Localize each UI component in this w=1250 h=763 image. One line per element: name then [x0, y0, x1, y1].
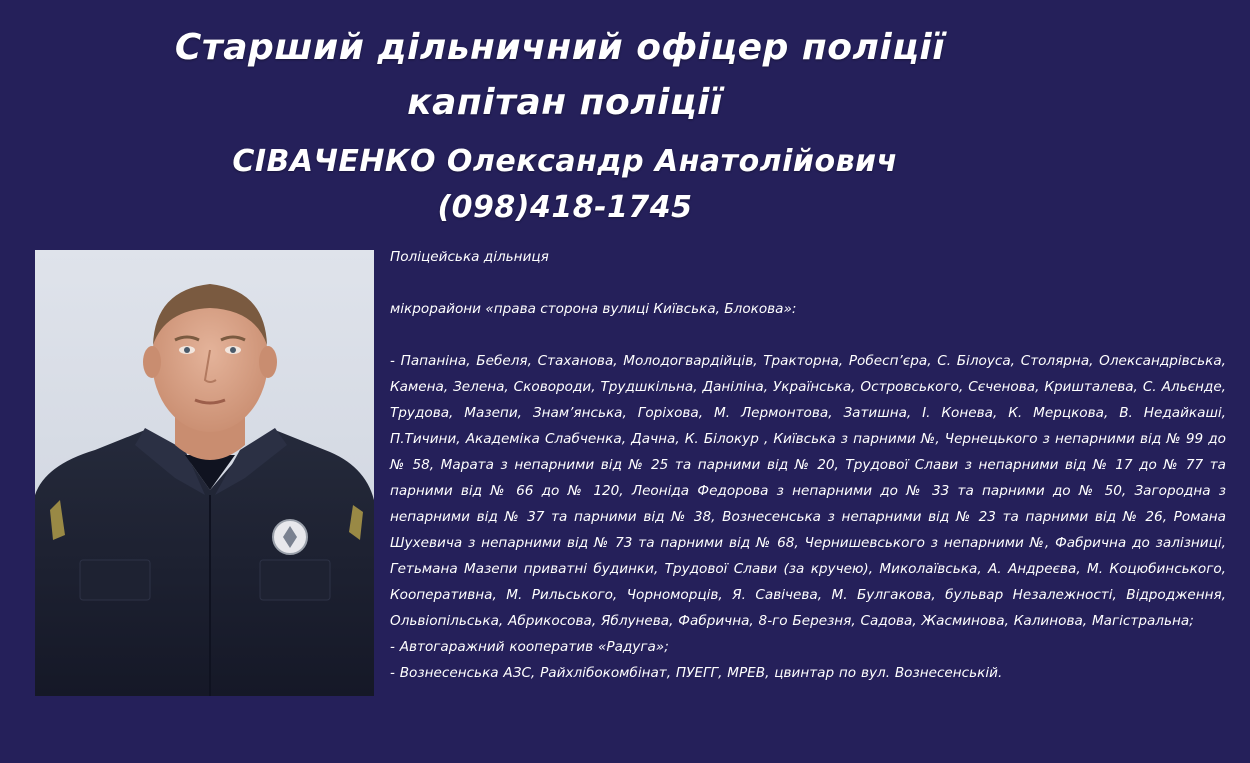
list-item-text: Автогаражний кооператив «Радуга»;: [399, 639, 669, 655]
list-dash: -: [390, 639, 400, 655]
list-item: [390, 348, 1226, 634]
portrait-illustration: [35, 250, 374, 696]
microdistricts-label: мікрорайони «права сторона вулиці Київська, Блокова»:: [390, 301, 797, 317]
list-item: [390, 634, 1226, 660]
spacer: [390, 270, 1226, 296]
district-description: [390, 244, 1226, 686]
list-dash: -: [390, 353, 401, 369]
header: [0, 27, 1250, 233]
rank-title: капітан поліції: [407, 82, 723, 123]
officer-phone[interactable]: (098)418-1745: [437, 190, 693, 225]
list-item: [390, 660, 1226, 686]
list-dash: -: [390, 665, 400, 681]
spacer: [390, 322, 1226, 348]
section-title: Поліцейська дільниця: [390, 249, 549, 265]
officer-portrait-photo: [35, 250, 374, 696]
list-item-text: Вознесенська АЗС, Райхлібокомбінат, ПУЕГГ, МРЕВ, цвинтар по вул. Вознесенській.: [399, 665, 1003, 681]
list-item-text: Папаніна, Бебеля, Стаханова, Молодогвардійців, Тракторна, Робесп’єра, С. Білоуса, Столярна, Олександрівська, Камена, Зелена, Сковороди, Трудшкільна, Даніліна, Українська, Островського, Сєченова, Кришталева, С. Альєнде, Трудова, Мазепи, Знам’янська, Горіхова, М. Лермонтова, Затишна, І. Конева, К. Мерцкова, В. Недайкаші, П.Тичини, Академіка Слабченка, Дачна, К. Білокур , Київська з парними №, Чернецького з непарними від № 99 до № 58, Марата з непарними від № 25 та парними від № 20, Трудової Слави з непарними від № 17 до № 77 та парними від № 66 до № 120, Леоніда Федорова з непарними до № 33 та парними до № 50, Загородна з непарними від № 37 та парними від № 38, Вознесенська з непарними від № 23 та парними від № 26, Романа Шухевича з непарними від № 73 та парними від № 68, Чернишевського з непарними №, Фабрична до залізниці, Гетьмана Мазепи приватні будинки, Трудової Слави (за кручею), Миколаївська, А. Андреєва, М. Коцюбинського, Кооперативна, М. Рильського, Чорноморців, Я. Савічева, М. Булгакова, бульвар Незалежності, Відродження, Ольвіопільська, Абрикосова, Яблунева, Фабрична, 8-го Березня, Садова, Жасминова, Калинова, Магістральна;: [390, 353, 1226, 629]
officer-name: СІВАЧЕНКО Олександр Анатолійович: [232, 144, 898, 179]
street-list: [390, 348, 1226, 686]
page-title: Старший дільничний офіцер поліції: [174, 27, 946, 68]
